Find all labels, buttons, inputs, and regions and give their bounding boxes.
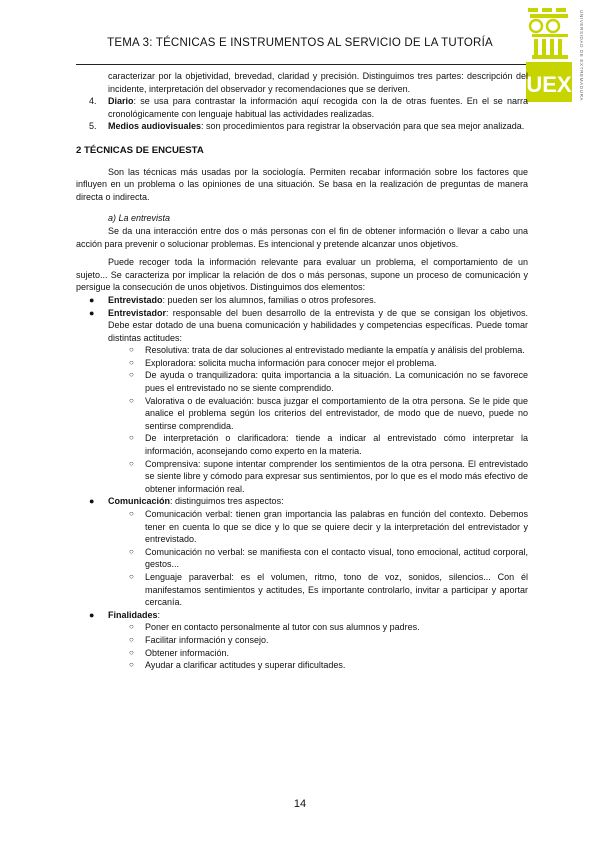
logo-text: UEX: [526, 72, 572, 97]
sub-heading: a) La entrevista: [108, 213, 171, 224]
bullet-item: [76, 294, 528, 307]
circle-bullet-icon: ○: [129, 458, 134, 468]
sub-item: ○ Lenguaje paraverbal: es el volumen, ritmo, tono de voz, sonidos, silencios... Con él manifestamos sentimientos y actitudes, Es importante controlarlo, invitar a participar y aportar cercanía.: [129, 571, 528, 608]
list-item: [76, 95, 528, 120]
sub-item: ○ Ayudar a clarificar actitudes y superar dificultades.: [129, 660, 346, 671]
sub-item: ○ De ayuda o tranquilizadora: quita importancia a la situación. La comunicación no se favorece pues el entrevistado no se siente comprendido.: [129, 370, 528, 394]
item-text: : se usa para contrastar la información aquí recogida con la de otras fuentes. En el se narra cronológicamente con lenguaje habitual las actividades realizadas.: [108, 96, 528, 119]
item-number: 4.: [89, 96, 97, 107]
section-heading: 2 TÉCNICAS DE ENCUESTA: [76, 144, 204, 156]
circle-bullet-icon: ○: [129, 395, 134, 405]
sub-list: [108, 508, 528, 609]
bullet-term: Comunicación: [108, 496, 171, 507]
sub-item: ○ Resolutiva: trata de dar soluciones al entrevistado mediante la empatía y análisis del problema.: [129, 345, 525, 356]
circle-bullet-icon: ○: [129, 509, 134, 518]
bullet-item: [76, 609, 528, 672]
sub-item: ○ De interpretación o clarificadora: tiende a indicar al entrevistado cómo interpretar la información, aconsejando como experto en la materia.: [129, 433, 528, 457]
page-header-title: TEMA 3: TÉCNICAS E INSTRUMENTOS AL SERVICIO DE LA TUTORÍA: [107, 37, 493, 49]
sub-list: [108, 344, 528, 495]
circle-bullet-icon: ○: [129, 357, 134, 367]
bullet-text: : responsable del buen desarrollo de la entrevista y de que se consigan los objetivos. Debe estar dotado de una buena comunicación y habilidades y competencias específicas. Puede tomar distintas actitudes:: [108, 307, 528, 343]
sub-item: ○ Comunicación verbal: tienen gran importancia las palabras en función del contexto. Debemos tener en cuenta lo que se dice y lo que se quiere decir y la interpretación del entrevistador y entrevistado.: [129, 509, 528, 545]
bullet-text: :: [157, 609, 161, 620]
bullet-term: Finalidades: [108, 609, 158, 620]
circle-bullet-icon: ○: [129, 370, 134, 380]
circle-bullet-icon: ○: [129, 571, 134, 581]
sub-item: ○ Obtener información.: [129, 647, 230, 658]
circle-bullet-icon: ○: [129, 622, 134, 632]
bullet-icon: ●: [89, 609, 95, 620]
circle-bullet-icon: ○: [129, 345, 134, 355]
item-number: 5.: [89, 121, 97, 132]
circle-bullet-icon: ○: [129, 433, 134, 443]
bullet-list: [76, 294, 528, 672]
paragraph: Se da una interacción entre dos o más personas con el fin de obtener información o llevar a cabo una acción para prevenir o solucionar problemas. Es intencional y pretende alcanzar unos objetivos.: [76, 225, 528, 249]
university-logo: [526, 6, 586, 102]
item-term: Diario: [108, 96, 134, 107]
bullet-item: [76, 495, 528, 608]
bullet-text: : distinguimos tres aspectos:: [170, 496, 284, 507]
circle-bullet-icon: ○: [129, 647, 134, 657]
circle-bullet-icon: ○: [129, 546, 134, 556]
item-text: : son procedimientos para registrar la observación para que sea mejor analizada.: [201, 121, 525, 132]
bullet-term: Entrevistado: [108, 294, 163, 305]
bullet-icon: ●: [89, 307, 95, 318]
logo-side-text: UNIVERSIDAD DE EXTREMADURA: [579, 10, 584, 102]
sub-item: ○ Comprensiva: supone intentar comprender los sentimientos de la otra persona. El entrevistado se siente libre y cómodo para expresar sus sentimientos, por lo que es el modo más efectivo de obtener información real.: [129, 458, 528, 494]
bullet-term: Entrevistador: [108, 307, 167, 318]
list-item: [76, 120, 528, 133]
paragraph: Puede recoger toda la información relevante para evaluar un problema, el comportamiento de un sujeto... Se caracteriza por implicar la relación de dos o más personas, supone un proceso de comunicación y persigue la consecución de unos objetivos. Distinguimos dos elementos:: [76, 257, 528, 293]
bullet-icon: ●: [89, 294, 95, 305]
sub-item: ○ Valorativa o de evaluación: busca juzgar el comportamiento de la otra persona. Se le pide que analice el problema según los criterios del entrevistador, de modo que de nuevo, puede no sentirse comprendida.: [129, 395, 528, 431]
sub-list: [108, 621, 528, 671]
page-number: 14: [293, 798, 307, 810]
sub-item: ○ Comunicación no verbal: se manifiesta con el contacto visual, tono emocional, actitud corporal, gestos...: [129, 546, 528, 570]
intro-continuation: caracterizar por la objetividad, brevedad, claridad y precisión. Distinguimos tres partes: descripción del incidente, interpretación del observador y recomendaciones que se deriven.: [108, 71, 528, 94]
bullet-item: [76, 307, 528, 496]
circle-bullet-icon: ○: [129, 634, 134, 644]
bullet-text: : pueden ser los alumnos, familias o otros profesores.: [162, 294, 377, 305]
section-intro: Son las técnicas más usadas por la sociología. Permiten recabar información sobre los factores que influyen en un problema o las opiniones de una situación. Se basa en la realización de preguntas de manera directa o indirecta.: [76, 166, 528, 202]
sub-item: ○ Exploradora: solicita mucha información para conocer mejor el problema.: [129, 357, 437, 368]
document-body: [76, 70, 528, 672]
sub-item: ○ Poner en contacto personalmente al tutor con sus alumnos y padres.: [129, 622, 420, 633]
sub-item: ○ Facilitar información y consejo.: [129, 634, 269, 645]
circle-bullet-icon: ○: [129, 660, 134, 670]
numbered-list: [76, 95, 528, 133]
header-rule: [76, 64, 526, 65]
item-term: Medios audiovisuales: [108, 121, 202, 132]
bullet-icon: ●: [89, 496, 95, 507]
